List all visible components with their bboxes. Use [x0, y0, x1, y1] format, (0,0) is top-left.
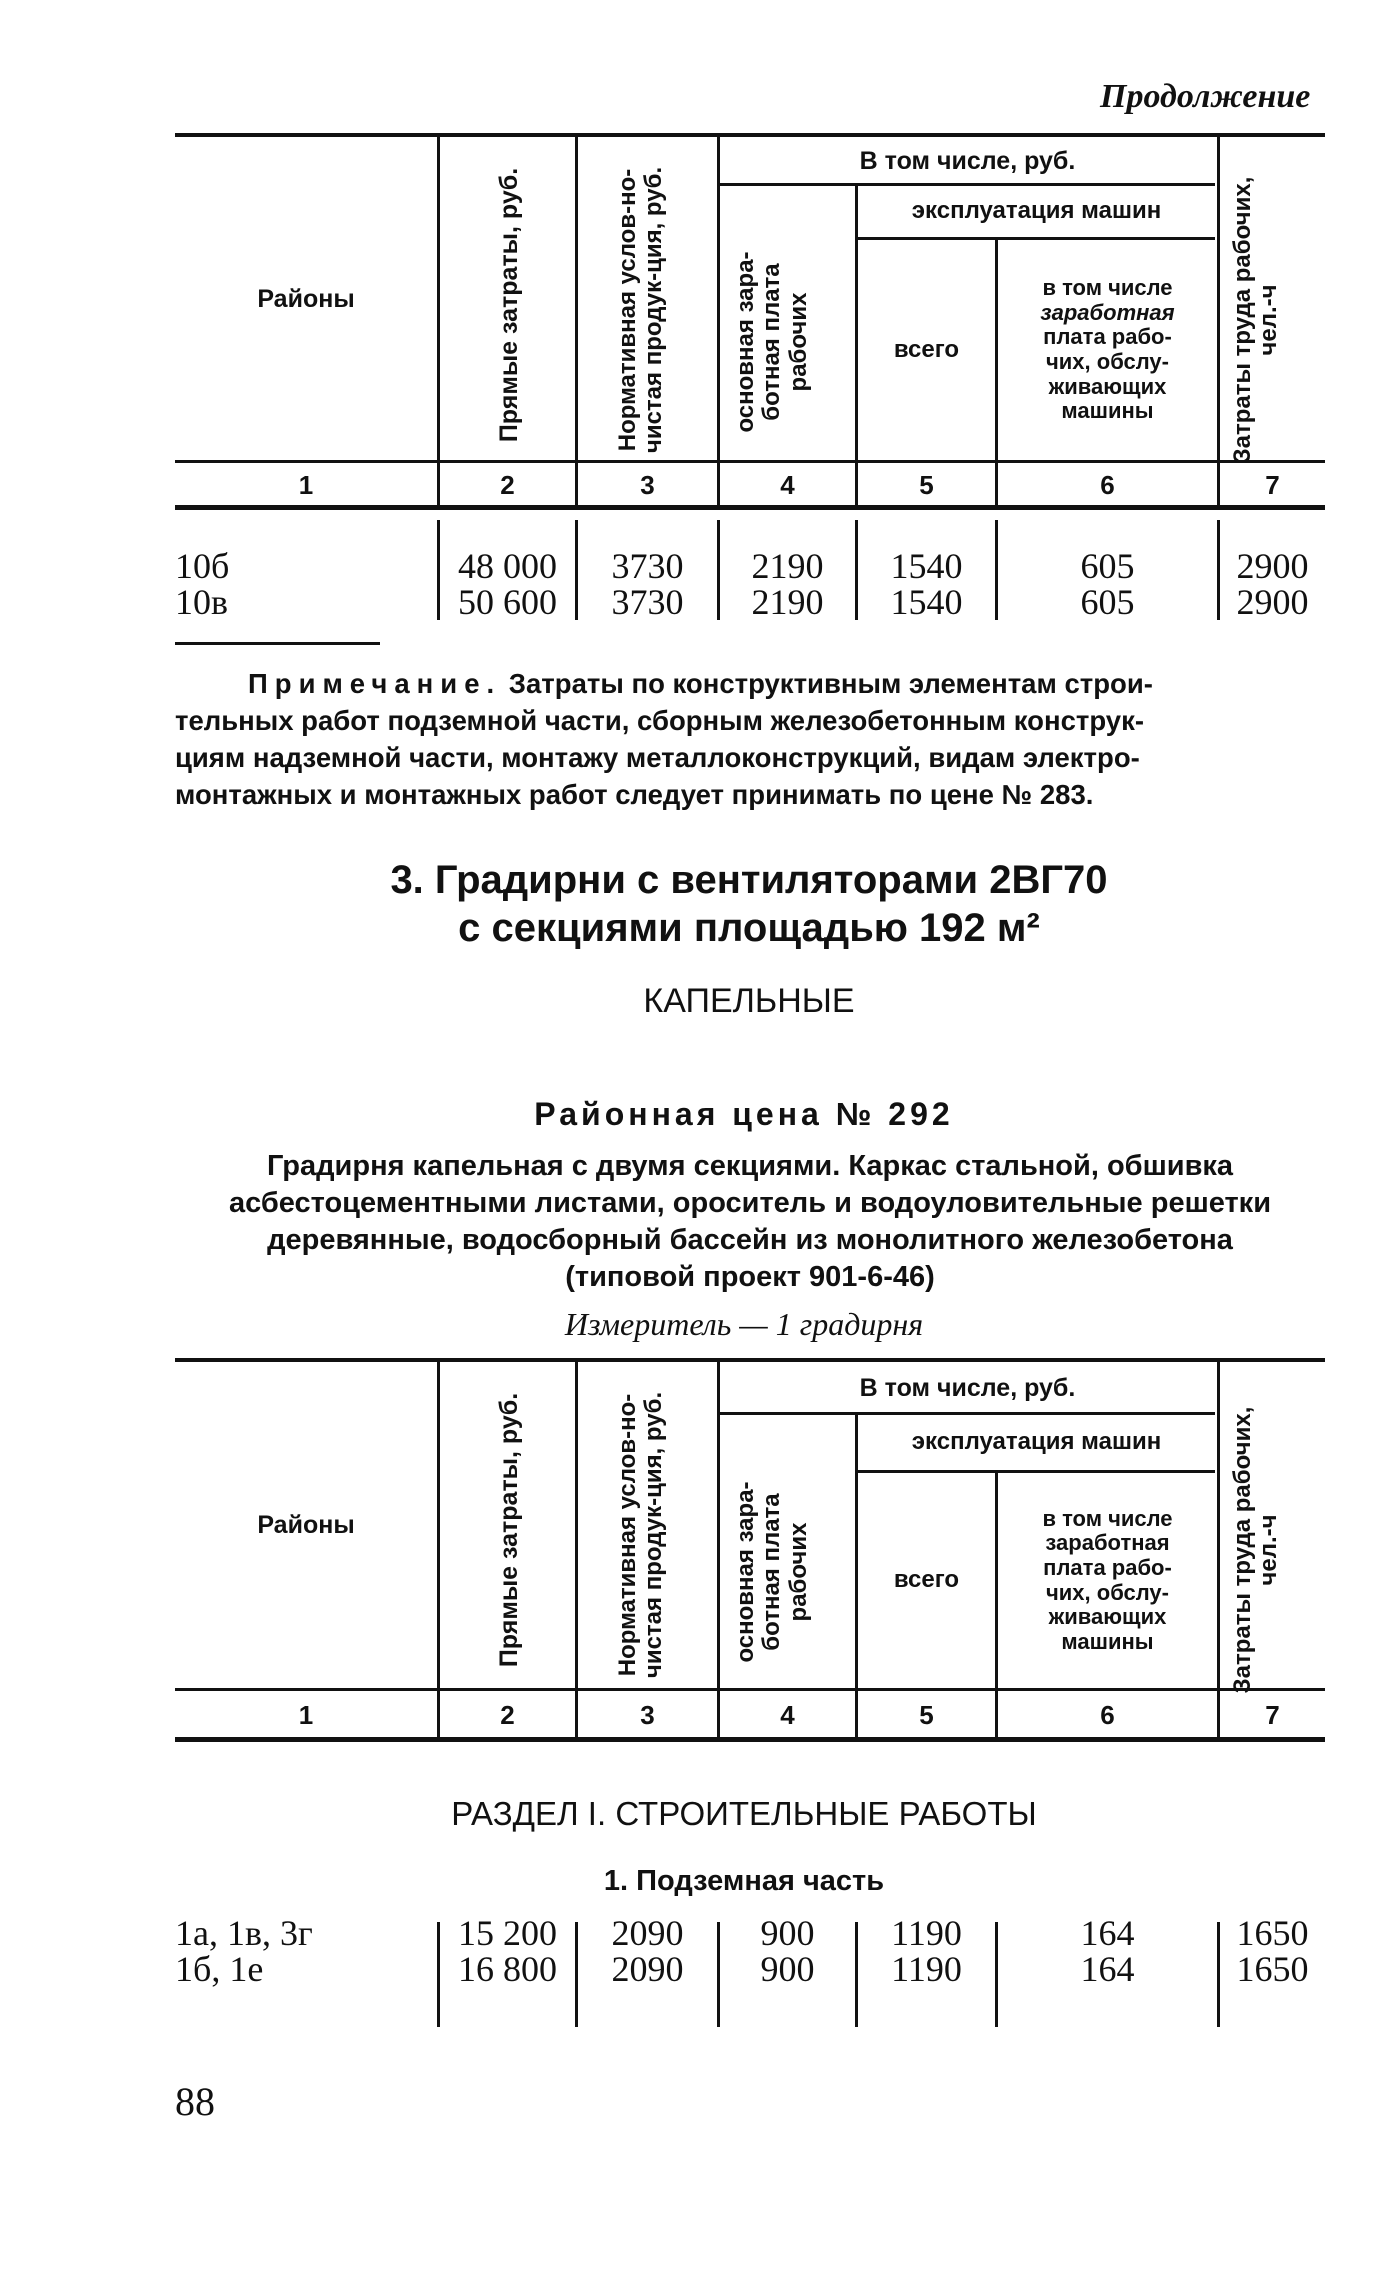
subsection-heading: 1. Подземная часть: [603, 1865, 885, 1897]
description-line-2: асбестоцементными листами, ороситель и водоуловительные решетки: [228, 1187, 1272, 1219]
cell-base-wages: 900: [760, 1949, 815, 1989]
cell-base-wages: 2190: [751, 582, 824, 622]
header-regions: Районы: [257, 284, 355, 313]
colnum-1: 1: [298, 1700, 314, 1730]
row-region: 1а, 1в, 3г: [175, 1913, 313, 1953]
row-region: 10в: [175, 582, 228, 622]
colnum-6: 6: [1100, 470, 1115, 500]
section-title-line-2: с секциями площадью 192 м²: [458, 906, 1040, 950]
header-direct-costs: Прямые затраты, руб.: [495, 167, 523, 443]
measure-unit: Измеритель — 1 градирня: [564, 1306, 924, 1342]
colnum-5: 5: [919, 470, 934, 500]
header-machine-wages-l4: чих, обслу-: [1046, 349, 1169, 374]
header-labor-costs: Затраты труда рабочих, чел.-ч: [1229, 176, 1283, 464]
header-machine-wages: [998, 240, 1217, 460]
header-including-group: В том числе, руб.: [859, 1374, 1076, 1402]
description-line-4: (типовой проект 901-6-46): [565, 1261, 935, 1293]
header-net-production: Нормативная услов-но-чистая продук-ция, руб.: [614, 1391, 668, 1679]
header-machine-wages-l3: плата рабо-: [1043, 324, 1172, 350]
header-including-group: В том числе, руб.: [859, 147, 1076, 175]
colnum-7: 7: [1265, 470, 1280, 500]
colnum-6: 6: [1100, 1700, 1115, 1730]
header-machine-wages-l1: в том числе: [1042, 1505, 1173, 1531]
cell-direct-costs: 48 000: [458, 546, 557, 586]
header-machine-wages-l4: чих, обслу-: [1046, 1579, 1169, 1605]
header-machine-wages-l6: машины: [1061, 1628, 1154, 1654]
note-line-3: циям надземной части, монтажу металлоконструкций, видам электро-: [175, 742, 1140, 773]
colnum-2: 2: [500, 1700, 515, 1730]
cell-base-wages: 2190: [751, 546, 824, 586]
colnum-7: 7: [1265, 1700, 1280, 1730]
cell-machines-total: 1190: [891, 1913, 962, 1953]
description-line-3: деревянные, водосборный бассейн из монолитного железобетона: [267, 1224, 1233, 1256]
header-machines-total: всего: [893, 335, 960, 363]
description: [175, 1148, 1325, 1296]
cell-machines-total: 1190: [891, 1949, 962, 1989]
cell-net-production: 3730: [611, 546, 684, 586]
header-machine-operation: эксплуатация машин: [911, 196, 1162, 224]
header-machine-wages-l6: машины: [1061, 398, 1154, 424]
colnum-2: 2: [500, 470, 515, 500]
cell-labor-costs: 1650: [1236, 1913, 1309, 1953]
note-line-4: монтажных и монтажных работ следует принимать по цене № 283.: [175, 779, 1094, 810]
colnum-1: 1: [298, 470, 314, 500]
description-line-1: Градирня капельная с двумя секциями. Каркас стальной, обшивка: [266, 1150, 1234, 1182]
header-base-wages: основная зара-ботная плата рабочих: [732, 1481, 812, 1663]
header-machine-wages-l3: плата рабо-: [1043, 1554, 1172, 1580]
note-lead: Примечание.: [248, 668, 502, 699]
cell-machine-wages: 605: [1080, 582, 1135, 622]
cell-machine-wages: 164: [1080, 1949, 1135, 1989]
page-number: 88: [175, 2079, 215, 2124]
short-divider: [175, 642, 380, 645]
note-line-1: [175, 665, 1325, 702]
note-text-1: Затраты по конструктивным элементам строи-: [501, 668, 1153, 699]
row-region: 1б, 1е: [175, 1949, 264, 1989]
cell-machine-wages: 164: [1080, 1913, 1135, 1953]
continuation-label: Продолжение: [1100, 78, 1311, 115]
cell-direct-costs: 16 800: [458, 1949, 557, 1989]
colnum-3: 3: [640, 470, 655, 500]
colnum-4: 4: [780, 1700, 795, 1730]
cell-direct-costs: 50 600: [458, 582, 557, 622]
row-region: 10б: [175, 546, 230, 586]
colnum-4: 4: [780, 470, 795, 500]
header-machine-operation: эксплуатация машин: [911, 1427, 1162, 1455]
cell-labor-costs: 1650: [1236, 1949, 1309, 1989]
header-machine-wages: [998, 1473, 1217, 1688]
cell-direct-costs: 15 200: [458, 1913, 557, 1953]
header-regions: Районы: [257, 1511, 355, 1539]
colnum-3: 3: [640, 1700, 655, 1730]
cell-machines-total: 1540: [890, 582, 963, 622]
header-base-wages: основная зара-ботная плата рабочих: [732, 251, 812, 433]
header-machine-wages-l5: живающих: [1048, 1604, 1167, 1630]
price-title: Районная цена № 292: [534, 1096, 954, 1132]
cell-machine-wages: 605: [1080, 546, 1135, 586]
note-line-2: тельных работ подземной части, сборным железобетонным конструк-: [175, 705, 1144, 736]
note-paragraph: [175, 665, 1325, 813]
header-machine-wages-l2: заработная: [1040, 299, 1175, 325]
cell-labor-costs: 2900: [1236, 582, 1309, 622]
header-machine-wages-l5: живающих: [1048, 373, 1167, 399]
colnum-5: 5: [919, 1700, 934, 1730]
cell-labor-costs: 2900: [1236, 546, 1309, 586]
header-machine-wages-l2: заработная: [1045, 1530, 1170, 1556]
cell-machines-total: 1540: [890, 546, 963, 586]
header-net-production: Нормативная услов-но-чистая продук-ция, руб.: [614, 166, 668, 454]
section-heading: РАЗДЕЛ I. СТРОИТЕЛЬНЫЕ РАБОТЫ: [451, 1795, 1037, 1832]
header-machines-total: всего: [893, 1566, 960, 1594]
header-machine-wages-l1: в том числе: [1042, 275, 1173, 301]
cell-net-production: 3730: [611, 582, 684, 622]
cell-net-production: 2090: [611, 1913, 684, 1953]
cell-net-production: 2090: [611, 1949, 684, 1989]
header-labor-costs: Затраты труда рабочих, чел.-ч: [1229, 1406, 1283, 1694]
section-title-line-1: 3. Градирни с вентиляторами 2ВГ70: [390, 858, 1108, 902]
header-direct-costs: Прямые затраты, руб.: [495, 1392, 523, 1668]
section-subtitle: КАПЕЛЬНЫЕ: [643, 982, 855, 1020]
cell-base-wages: 900: [760, 1913, 815, 1953]
